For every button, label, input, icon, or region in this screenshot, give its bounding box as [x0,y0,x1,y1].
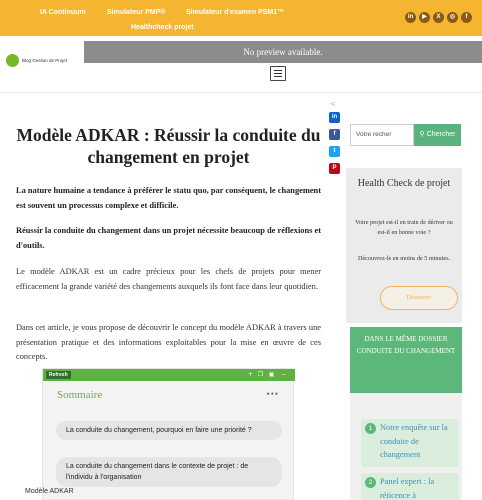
article-paragraph-3: Le modèle ADKAR est un cadre précieux pour les chefs de projets pour mener efficacement la grande variété des changements auxquels ils font face dans leur quotidien. [16,267,321,291]
share-linkedin-icon[interactable]: in [329,112,340,123]
site-logo[interactable] [6,54,67,67]
topnav-simulateur-psm1[interactable]: Simulateur d'examen PSM1™ [186,9,285,16]
copy-icon[interactable]: ❐ [257,371,264,378]
search-button-label: Chercher [426,131,456,138]
facebook-icon[interactable]: f [461,12,472,23]
dossier-item-2[interactable] [361,473,459,500]
x-icon[interactable]: X [433,12,444,23]
preview-banner: No preview available. [84,41,482,63]
dossier-item-link[interactable]: Notre enquête sur la conduite de changement [380,423,448,459]
linkedin-icon[interactable]: in [405,12,416,23]
dossier-item-number: 2 [365,477,376,488]
article-paragraph-2: Réussir la conduite du changement dans un projet nécessite beaucoup de réflexions et d'outils. [16,226,321,250]
search-input[interactable]: Votre recher [350,124,414,146]
summary-title: Sommaire [57,389,103,401]
youtube-icon[interactable]: ▶ [419,12,430,23]
share-icon: < [330,100,336,108]
widget-toolbar [43,369,295,381]
article-intro-paragraph: La nature humaine a tendance à préférer le statu quo, par conséquent, le changement est souvent un processus complexe et difficile. [16,186,321,210]
topnav-simulateur-pmp[interactable]: Simulateur PMP® [107,9,166,16]
share-pinterest-icon[interactable]: P [329,163,340,174]
search-button[interactable] [414,124,461,146]
health-check-title: Health Check de projet [357,178,451,189]
summary-menu-icon[interactable]: ••• [266,389,279,399]
dossier-item-1[interactable] [361,419,459,467]
remove-icon[interactable]: − [280,371,287,378]
add-icon[interactable]: + [247,371,254,378]
dossier-item-number: 1 [365,423,376,434]
article-paragraph-4: Dans cet article, je vous propose de découvrir le concept du modèle ADKAR à travers une présentation pratique et des informations exploitables pour la mise en œuvre de ces concepts. [16,323,321,361]
refresh-button[interactable]: Refresh [46,371,71,379]
search-icon: ⚲ [419,131,425,138]
health-check-start-button[interactable]: Démarrer [380,286,458,310]
share-twitter-icon[interactable]: t [329,146,340,157]
summary-item-3[interactable]: Modèle ADKAR [25,488,74,495]
topnav-ia-continuum[interactable]: IA Continuum [40,9,86,16]
topnav-healthcheck[interactable]: Healthcheck projet [131,24,194,31]
hamburger-menu-icon[interactable] [270,66,286,81]
share-facebook-icon[interactable]: f [329,129,340,140]
header-divider [0,92,482,93]
article-title: Modèle ADKAR : Réussir la conduite du changement en projet [16,125,321,167]
dossier-header: DANS LE MÊME DOSSIER CONDUITE DU CHANGEMENT [350,327,462,393]
logo-leaf-icon [6,54,19,67]
save-icon[interactable]: ▣ [268,371,275,378]
instagram-icon[interactable]: ◎ [447,12,458,23]
dossier-item-link[interactable]: Panel expert : la réticence à [380,477,435,500]
health-check-text-1: Votre projet est-il en train de dériver ou est-il en bonne voie ? [355,219,453,236]
summary-item-1[interactable]: La conduite du changement, pourquoi en faire une priorité ? [56,421,282,440]
health-check-card [346,168,462,323]
summary-widget [42,368,294,500]
health-check-text-2: Découvrez-le en moins de 5 minutes. [357,255,451,262]
summary-item-2[interactable]: La conduite du changement dans le contexte de projet : de l'individu à l'organisation [56,457,282,487]
logo-text: Blog Gestion de Projet [22,58,68,63]
